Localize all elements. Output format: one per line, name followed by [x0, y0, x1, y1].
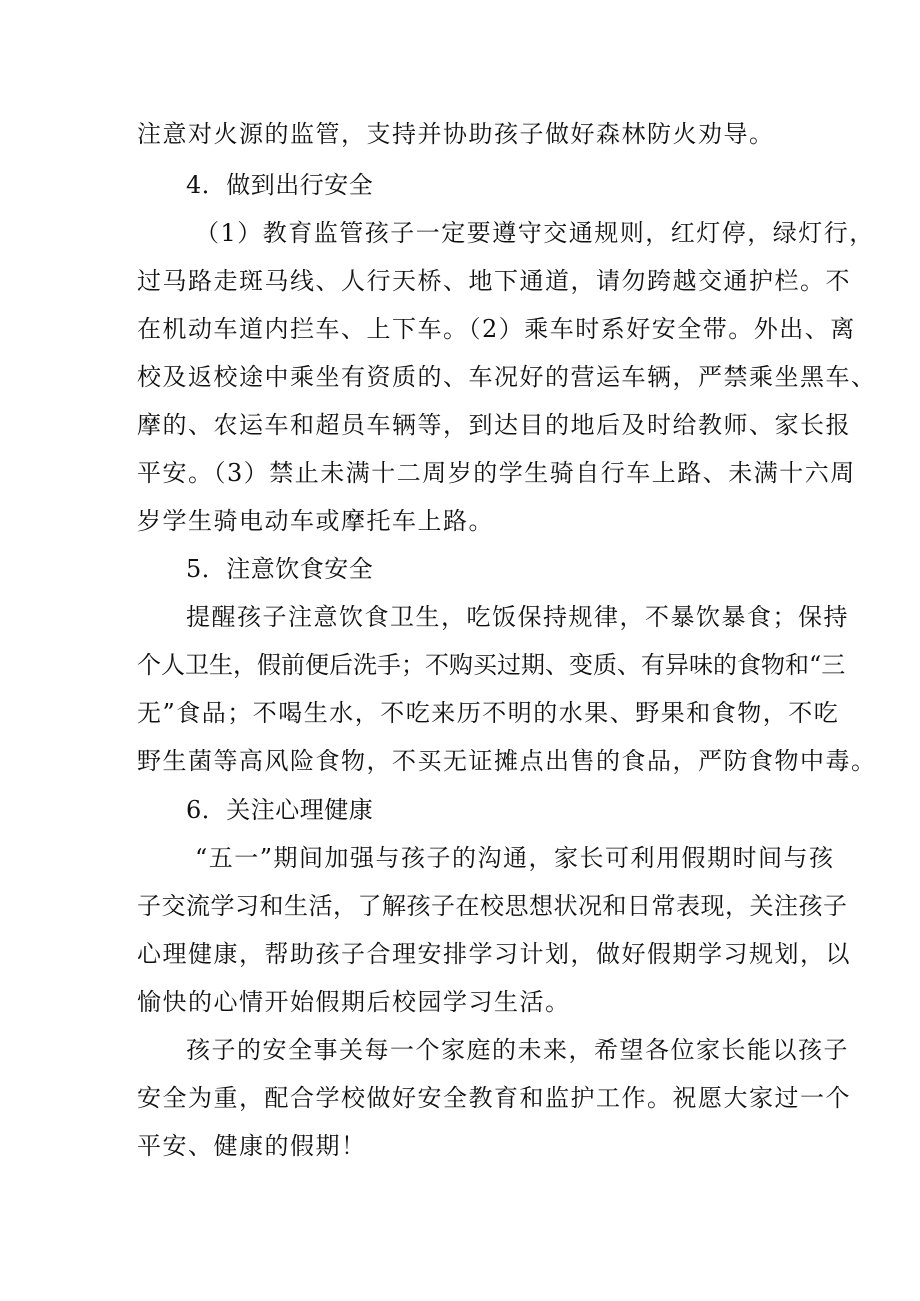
- paragraph-line: 注意对火源的监管，支持并协助孩子做好森林防火劝导。: [137, 120, 775, 148]
- paragraph-line: 无”食品；不喝生水，不吃来历不明的水果、野果和食物，不吃: [137, 699, 840, 727]
- paragraph-line: 提醒孩子注意饮食卫生，吃饭保持规律，不暴饮暴食；保持: [186, 603, 849, 631]
- section-heading-mental-health: 6．关注心理健康: [186, 796, 374, 824]
- paragraph-line: （1）教育监管孩子一定要遵守交通规则，红灯停，绿灯行，: [195, 219, 875, 247]
- paragraph-line: 在机动车道内拦车、上下车。（2）乘车时系好安全带。外出、离: [137, 315, 856, 343]
- paragraph-line: 安全为重，配合学校做好安全教育和监护工作。祝愿大家过一个: [137, 1084, 851, 1112]
- paragraph-line: 子交流学习和生活，了解孩子在校思想状况和日常表现，关注孩子: [137, 892, 848, 920]
- paragraph-line: 平安、健康的假期！: [137, 1132, 367, 1160]
- paragraph-line: 孩子的安全事关每一个家庭的未来，希望各位家长能以孩子: [186, 1036, 849, 1064]
- paragraph-line: 摩的、农运车和超员车辆等，到达目的地后及时给教师、家长报: [137, 411, 851, 439]
- paragraph-line: “五一”期间加强与孩子的沟通，家长可利用假期时间与孩: [195, 844, 835, 872]
- section-heading-food-safety: 5．注意饮食安全: [186, 555, 374, 583]
- paragraph-line: 野生菌等高风险食物，不买无证摊点出售的食品，严防食物中毒。: [137, 747, 877, 775]
- paragraph-line: 校及返校途中乘坐有资质的、车况好的营运车辆，严禁乘坐黑车、: [137, 363, 877, 391]
- paragraph-line: 平安。（3）禁止未满十二周岁的学生骑自行车上路、未满十六周: [137, 459, 856, 487]
- paragraph-line: 岁学生骑电动车或摩托车上路。: [137, 507, 494, 535]
- paragraph-line: 个人卫生，假前便后洗手；不购买过期、变质、有异味的食物和“三: [137, 651, 846, 679]
- paragraph-line: 心理健康，帮助孩子合理安排学习计划，做好假期学习规划，以: [137, 940, 851, 968]
- paragraph-line: 愉快的心情开始假期后校园学习生活。: [137, 988, 571, 1016]
- section-heading-travel-safety: 4．做到出行安全: [186, 171, 374, 199]
- paragraph-line: 过马路走斑马线、人行天桥、地下通道，请勿跨越交通护栏。不: [137, 267, 851, 295]
